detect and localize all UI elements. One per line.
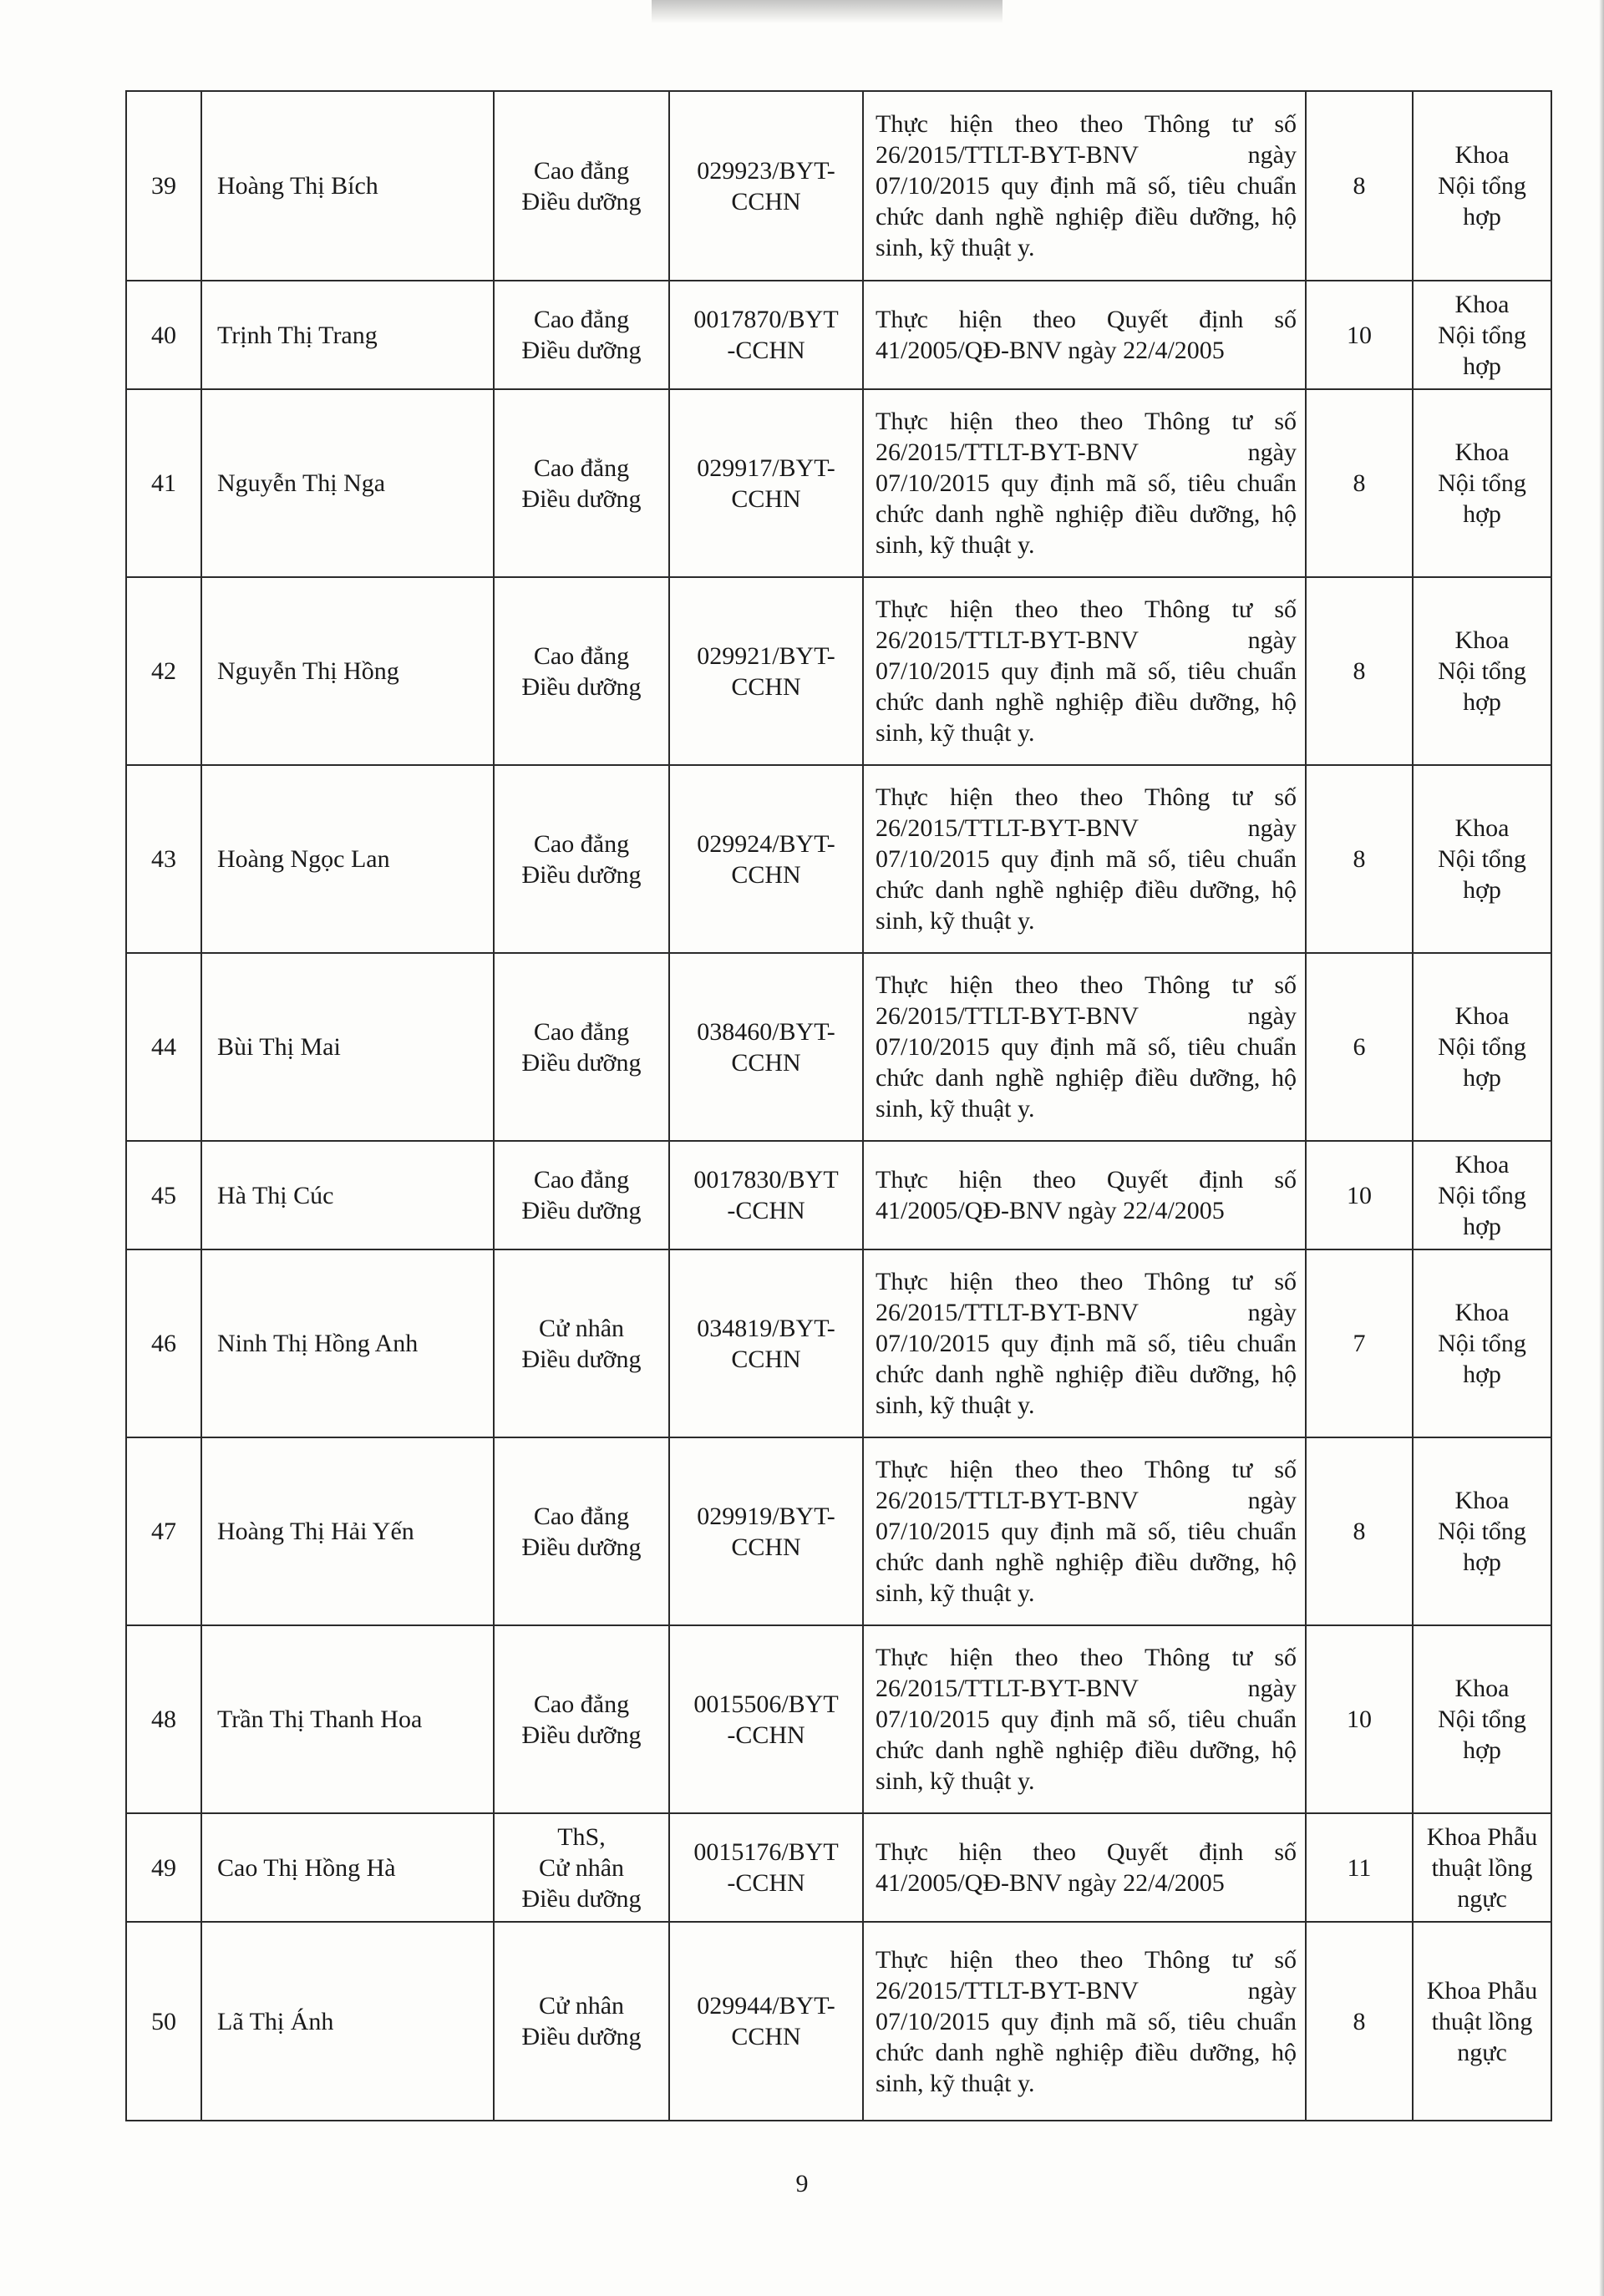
degree-cell (494, 1625, 669, 1813)
row-number: 39 (126, 91, 201, 281)
degree-cell (494, 577, 669, 765)
department-line: Khoa (1454, 141, 1510, 169)
license-line: 0015176/BYT (693, 1838, 839, 1866)
staff-name: Hà Thị Cúc (201, 1141, 494, 1249)
license-line: 029917/BYT- (697, 454, 835, 482)
license-cell (669, 765, 863, 953)
legal-basis: Thực hiện theo theo Thông tư số 26/2015/TTLT-BYT-BNV ngày 07/10/2015 quy định mã số, tiêu chuẩn chức danh nghề nghiệp điều dưỡng, hộ sinh, kỹ thuật y. (863, 1249, 1306, 1437)
license-line: CCHN (731, 2023, 801, 2050)
staff-name: Hoàng Thị Hải Yến (201, 1437, 494, 1625)
license-cell (669, 953, 863, 1141)
years-value: 8 (1306, 1922, 1413, 2121)
license-line: 034819/BYT- (697, 1314, 835, 1342)
license-line: 0015506/BYT (693, 1690, 839, 1718)
legal-basis: Thực hiện theo theo Thông tư số 26/2015/TTLT-BYT-BNV ngày 07/10/2015 quy định mã số, tiêu chuẩn chức danh nghề nghiệp điều dưỡng, hộ sinh, kỹ thuật y. (863, 91, 1306, 281)
table-row (126, 281, 1551, 389)
row-number: 50 (126, 1922, 201, 2121)
degree-cell (494, 953, 669, 1141)
license-line: CCHN (731, 860, 801, 889)
department-cell (1413, 1141, 1551, 1249)
years-value: 8 (1306, 1437, 1413, 1625)
license-line: -CCHN (727, 1869, 805, 1897)
degree-line: Điều dưỡng (521, 484, 642, 513)
years-value: 6 (1306, 953, 1413, 1141)
table-row (126, 953, 1551, 1141)
staff-name: Trần Thị Thanh Hoa (201, 1625, 494, 1813)
department-cell (1413, 281, 1551, 389)
license-line: CCHN (731, 484, 801, 513)
years-value: 11 (1306, 1813, 1413, 1922)
staff-name: Lã Thị Ánh (201, 1922, 494, 2121)
table-row (126, 389, 1551, 577)
license-line: CCHN (731, 672, 801, 701)
department-line: Khoa (1454, 814, 1510, 842)
license-line: CCHN (731, 1048, 801, 1077)
license-line: -CCHN (727, 1197, 805, 1224)
years-value: 7 (1306, 1249, 1413, 1437)
department-line: ngực (1457, 1884, 1507, 1913)
scan-shadow-right (1599, 0, 1604, 2296)
table-row (126, 765, 1551, 953)
license-line: 029919/BYT- (697, 1502, 835, 1530)
degree-line: Cao đẳng (533, 829, 630, 858)
degree-line: Cao đẳng (533, 306, 630, 333)
legal-basis: Thực hiện theo theo Thông tư số 26/2015/TTLT-BYT-BNV ngày 07/10/2015 quy định mã số, tiêu chuẩn chức danh nghề nghiệp điều dưỡng, hộ sinh, kỹ thuật y. (863, 765, 1306, 953)
table-row (126, 1625, 1551, 1813)
row-number: 46 (126, 1249, 201, 1437)
department-line: Nội tổng hợp (1438, 1033, 1526, 1092)
degree-line: ThS, (557, 1822, 606, 1851)
years-value: 8 (1306, 91, 1413, 281)
degree-line: Cao đẳng (533, 1502, 630, 1530)
department-cell (1413, 1813, 1551, 1922)
legal-basis: Thực hiện theo Quyết định số 41/2005/QĐ-BNV ngày 22/4/2005 (863, 1813, 1306, 1922)
department-line: Khoa (1454, 626, 1510, 654)
degree-line: Cao đẳng (533, 454, 630, 482)
row-number: 45 (126, 1141, 201, 1249)
department-line: Nội tổng hợp (1438, 1181, 1526, 1240)
department-line: Nội tổng hợp (1438, 172, 1526, 231)
years-value: 8 (1306, 577, 1413, 765)
staff-name: Bùi Thị Mai (201, 953, 494, 1141)
staff-name: Nguyễn Thị Nga (201, 389, 494, 577)
degree-line: Điều dưỡng (521, 337, 642, 364)
degree-cell (494, 91, 669, 281)
license-line: CCHN (731, 1345, 801, 1373)
license-line: 038460/BYT- (697, 1017, 835, 1046)
license-line: 0017830/BYT (693, 1166, 839, 1194)
legal-basis: Thực hiện theo theo Thông tư số 26/2015/TTLT-BYT-BNV ngày 07/10/2015 quy định mã số, tiêu chuẩn chức danh nghề nghiệp điều dưỡng, hộ sinh, kỹ thuật y. (863, 1437, 1306, 1625)
degree-line: Điều dưỡng (521, 2023, 642, 2050)
department-line: Khoa Phẫu (1426, 1976, 1538, 2005)
degree-line: Điều dưỡng (521, 860, 642, 889)
degree-line: Cao đẳng (533, 1690, 630, 1718)
table-row (126, 577, 1551, 765)
legal-basis: Thực hiện theo theo Thông tư số 26/2015/TTLT-BYT-BNV ngày 07/10/2015 quy định mã số, tiêu chuẩn chức danh nghề nghiệp điều dưỡng, hộ sinh, kỹ thuật y. (863, 389, 1306, 577)
legal-basis: Thực hiện theo theo Thông tư số 26/2015/TTLT-BYT-BNV ngày 07/10/2015 quy định mã số, tiêu chuẩn chức danh nghề nghiệp điều dưỡng, hộ sinh, kỹ thuật y. (863, 577, 1306, 765)
license-cell (669, 1625, 863, 1813)
degree-cell (494, 389, 669, 577)
degree-line: Điều dưỡng (521, 1197, 642, 1224)
department-line: Nội tổng hợp (1438, 321, 1526, 380)
staff-name: Nguyễn Thị Hồng (201, 577, 494, 765)
license-line: CCHN (731, 1533, 801, 1561)
degree-line: Điều dưỡng (521, 1345, 642, 1373)
degree-cell (494, 765, 669, 953)
license-cell (669, 1141, 863, 1249)
department-cell (1413, 577, 1551, 765)
department-line: Khoa Phẫu (1426, 1822, 1538, 1851)
table-row (126, 91, 1551, 281)
page-number: 9 (795, 2170, 809, 2197)
row-number: 43 (126, 765, 201, 953)
department-line: Nội tổng hợp (1438, 657, 1526, 716)
row-number: 41 (126, 389, 201, 577)
degree-cell (494, 1249, 669, 1437)
degree-line: Cử nhân (538, 1314, 625, 1342)
department-cell (1413, 1249, 1551, 1437)
license-line: 029921/BYT- (697, 641, 835, 670)
department-line: Khoa (1454, 1675, 1510, 1702)
degree-line: Cao đẳng (533, 1017, 630, 1046)
years-value: 8 (1306, 765, 1413, 953)
degree-line: Điều dưỡng (521, 1721, 642, 1749)
staff-name: Hoàng Ngọc Lan (201, 765, 494, 953)
department-line: ngực (1457, 2038, 1507, 2066)
legal-basis: Thực hiện theo theo Thông tư số 26/2015/TTLT-BYT-BNV ngày 07/10/2015 quy định mã số, tiêu chuẩn chức danh nghề nghiệp điều dưỡng, hộ sinh, kỹ thuật y. (863, 953, 1306, 1141)
department-cell (1413, 1922, 1551, 2121)
department-line: Nội tổng hợp (1438, 1518, 1526, 1576)
degree-cell (494, 1437, 669, 1625)
department-cell (1413, 389, 1551, 577)
row-number: 44 (126, 953, 201, 1141)
department-line: Khoa (1454, 290, 1510, 318)
degree-line: Điều dưỡng (521, 187, 642, 215)
department-cell (1413, 1625, 1551, 1813)
row-number: 47 (126, 1437, 201, 1625)
degree-cell (494, 1813, 669, 1922)
department-line: thuật lồng (1431, 2007, 1533, 2035)
years-value: 10 (1306, 281, 1413, 389)
license-line: 029924/BYT- (697, 829, 835, 858)
department-line: Nội tổng hợp (1438, 469, 1526, 528)
legal-basis: Thực hiện theo theo Thông tư số 26/2015/TTLT-BYT-BNV ngày 07/10/2015 quy định mã số, tiêu chuẩn chức danh nghề nghiệp điều dưỡng, hộ sinh, kỹ thuật y. (863, 1625, 1306, 1813)
legal-basis: Thực hiện theo theo Thông tư số 26/2015/TTLT-BYT-BNV ngày 07/10/2015 quy định mã số, tiêu chuẩn chức danh nghề nghiệp điều dưỡng, hộ sinh, kỹ thuật y. (863, 1922, 1306, 2121)
department-line: Khoa (1454, 1299, 1510, 1326)
department-cell (1413, 91, 1551, 281)
license-cell (669, 389, 863, 577)
license-line: CCHN (731, 187, 801, 215)
staff-name: Ninh Thị Hồng Anh (201, 1249, 494, 1437)
degree-line: Cử nhân (538, 1992, 625, 2020)
license-cell (669, 1249, 863, 1437)
department-line: thuật lồng (1431, 1853, 1533, 1882)
degree-cell (494, 1922, 669, 2121)
license-line: -CCHN (727, 337, 805, 364)
degree-line: Cử nhân (538, 1853, 625, 1882)
row-number: 49 (126, 1813, 201, 1922)
department-line: Nội tổng hợp (1438, 845, 1526, 904)
department-line: Khoa (1454, 438, 1510, 466)
scan-shadow-top (652, 0, 1002, 23)
department-line: Nội tổng hợp (1438, 1706, 1526, 1764)
table-row (126, 1813, 1551, 1922)
row-number: 48 (126, 1625, 201, 1813)
department-cell (1413, 1437, 1551, 1625)
degree-line: Điều dưỡng (521, 1884, 642, 1913)
degree-line: Cao đẳng (533, 641, 630, 670)
department-line: Khoa (1454, 1487, 1510, 1514)
degree-line: Cao đẳng (533, 1166, 630, 1194)
license-cell (669, 281, 863, 389)
license-line: 0017870/BYT (693, 306, 839, 333)
license-line: 029944/BYT- (697, 1992, 835, 2020)
degree-line: Điều dưỡng (521, 672, 642, 701)
degree-cell (494, 1141, 669, 1249)
license-cell (669, 577, 863, 765)
staff-name: Hoàng Thị Bích (201, 91, 494, 281)
row-number: 42 (126, 577, 201, 765)
staff-table (125, 90, 1552, 2121)
license-cell (669, 1922, 863, 2121)
license-cell (669, 1437, 863, 1625)
years-value: 10 (1306, 1141, 1413, 1249)
license-cell (669, 91, 863, 281)
degree-line: Điều dưỡng (521, 1048, 642, 1077)
row-number: 40 (126, 281, 201, 389)
years-value: 10 (1306, 1625, 1413, 1813)
legal-basis: Thực hiện theo Quyết định số 41/2005/QĐ-BNV ngày 22/4/2005 (863, 1141, 1306, 1249)
staff-name: Trịnh Thị Trang (201, 281, 494, 389)
staff-name: Cao Thị Hồng Hà (201, 1813, 494, 1922)
license-cell (669, 1813, 863, 1922)
table-row (126, 1249, 1551, 1437)
degree-cell (494, 281, 669, 389)
department-line: Khoa (1454, 1002, 1510, 1030)
department-cell (1413, 765, 1551, 953)
table-row (126, 1922, 1551, 2121)
department-line: Khoa (1454, 1150, 1510, 1178)
degree-line: Cao đẳng (533, 156, 630, 185)
years-value: 8 (1306, 389, 1413, 577)
license-line: -CCHN (727, 1721, 805, 1749)
table-row (126, 1141, 1551, 1249)
department-line: Nội tổng hợp (1438, 1330, 1526, 1388)
license-line: 029923/BYT- (697, 156, 835, 185)
table-row (126, 1437, 1551, 1625)
legal-basis: Thực hiện theo Quyết định số 41/2005/QĐ-BNV ngày 22/4/2005 (863, 281, 1306, 389)
degree-line: Điều dưỡng (521, 1533, 642, 1561)
department-cell (1413, 953, 1551, 1141)
